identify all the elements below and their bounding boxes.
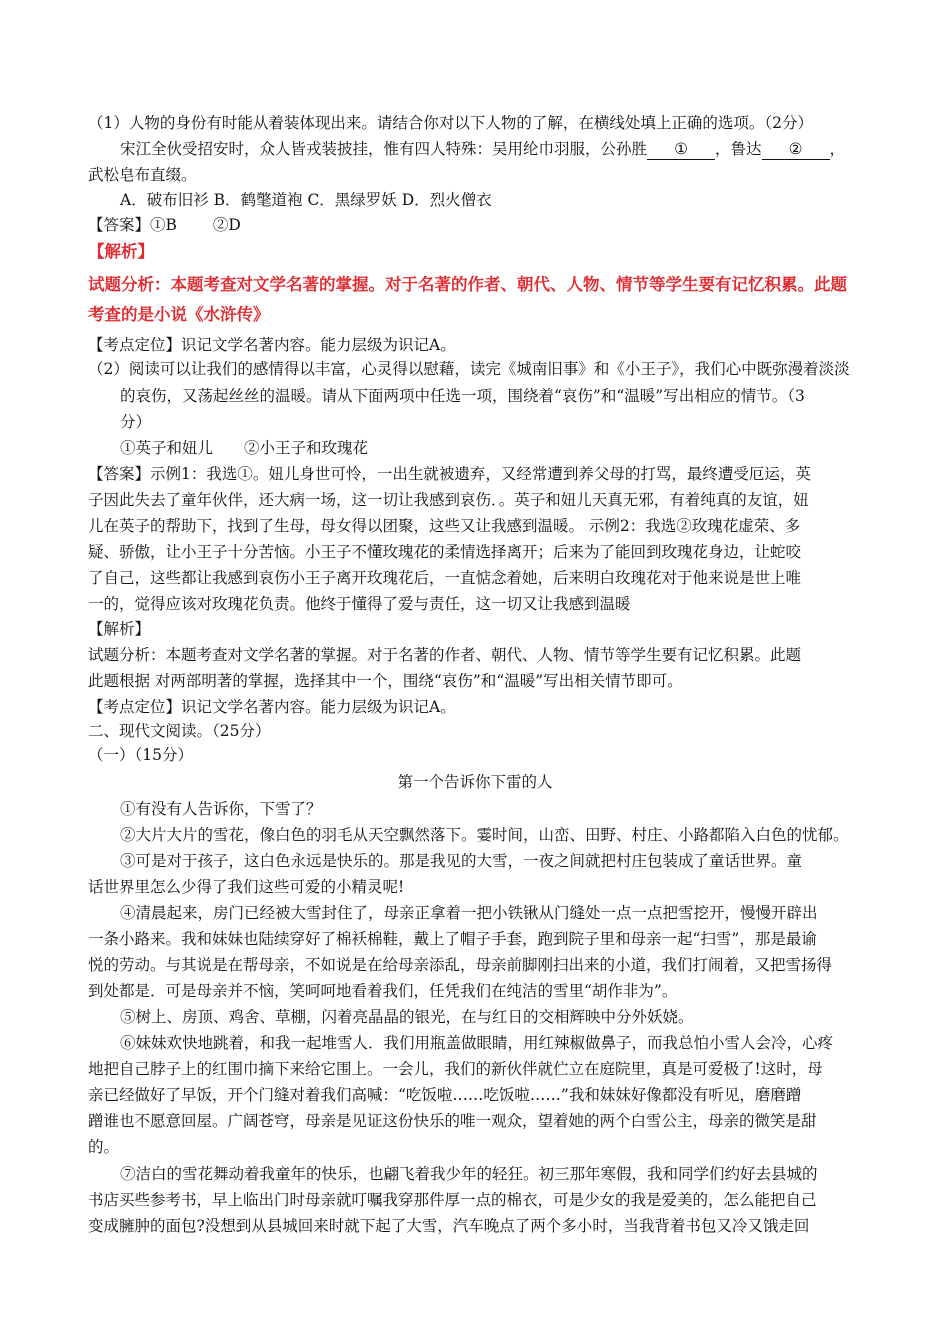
q2-answer-line-2: 子因此失去了童年伙伴，还大病一场，这一切让我感到哀伤．。英子和妞儿天真无邪，有着纯真的友谊，妞 <box>88 491 809 509</box>
paragraph-7-line-1: ⑦洁白的雪花舞动着我童年的快乐，也翩飞着我少年的轻狂。初三那年寒假，我和同学们约好去县城的 <box>120 1165 818 1183</box>
q2-answer-line-3: 儿在英子的帮助下，找到了生母，母女得以团聚，这些又让我感到温暖。 示例2：我选②玫瑰花虚荣、多 <box>88 517 801 535</box>
paragraph-7-line-2: 书店买些参考书，早上临出门时母亲就叮嘱我穿那件厚一点的棉衣，可是少女的我是爱美的，怎么能把自己 <box>88 1191 817 1209</box>
q2-answer-line-4: 疑、骄傲，让小王子十分苦恼。小王子不懂玫瑰花的柔情选择离开；后来为了能回到玫瑰花身边，让蛇咬 <box>88 543 802 561</box>
q1-blank-1: ① <box>647 139 715 160</box>
q1-text-a: 宋江全伙受招安时，众人皆戎装披挂，惟有四人特殊：吴用纶巾羽服，公孙胜 <box>120 140 648 158</box>
paragraph-7-line-3: 变成臃肿的面包?没想到从县城回来时就下起了大雪，汽车晚点了两个多小时，当我背着书包又冷又饿走回 <box>88 1217 810 1235</box>
paragraph-4-line-3: 悦的劳动。与其说是在帮母亲，不如说是在给母亲添乱，母亲前脚刚扫出来的小道，我们打闹着，又把雪扬得 <box>88 956 833 974</box>
q1-analysis-line-2: 考查的是小说《水浒传》 <box>88 305 270 324</box>
q2-question-line-2: 的哀伤，又荡起丝丝的温暖。请从下面两项中任选一项，围绕着“哀伤”和“温暖”写出相应的情节。（3 <box>120 387 805 405</box>
q1-analysis-line-1: 试题分析：本题考查对文学名著的掌握。对于名著的作者、朝代、人物、情节等学生要有记忆积累。此题 <box>88 275 847 294</box>
q2-answer-line-1: 【答案】示例1：我选①。妞儿身世可怜，一出生就被遗弃，又经常遭到养父母的打骂，最终遭受厄运，英 <box>88 465 811 483</box>
paragraph-6-line-1: ⑥妹妹欢快地跳着，和我一起堆雪人．我们用瓶盖做眼睛，用红辣椒做鼻子，而我总怕小雪人会冷，心疼 <box>120 1034 834 1052</box>
q1-answer: 【答案】①B ②D <box>88 216 241 234</box>
q2-answer-line-6: 一的，觉得应该对玫瑰花负责。他终于懂得了爱与责任，这一切又让我感到温暖 <box>88 595 631 613</box>
paragraph-3-line-2: 话世界里怎么少得了我们这些可爱的小精灵呢! <box>88 878 405 896</box>
paragraph-6-line-5: 的。 <box>88 1138 120 1156</box>
q1-point: 【考点定位】识记文学名著内容。能力层级为识记A。 <box>88 336 456 354</box>
paragraph-5: ⑤树上、房顶、鸡舍、草棚，闪着亮晶晶的银光，在与红日的交相辉映中分外妖娆。 <box>120 1008 694 1026</box>
paragraph-2: ②大片大片的雪花，像白色的羽毛从天空飘然落下。霎时间，山峦、田野、村庄、小路都陷入白色的忧郁。 <box>120 826 849 844</box>
article-title: 第一个告诉你下雷的人 <box>397 773 553 791</box>
q1-question-line-3: 武松皂布直缀。 <box>88 166 197 184</box>
q2-point: 【考点定位】识记文学名著内容。能力层级为识记A。 <box>88 698 456 716</box>
q1-analysis-heading: 【解析】 <box>88 242 154 261</box>
paragraph-4-line-4: 到处都是．可是母亲并不恼，笑呵呵地看着我们，任凭我们在纯洁的雪里“胡作非为”。 <box>88 982 678 1000</box>
section-heading: 二、现代文阅读。（25分） <box>88 722 271 740</box>
q2-choices: ①英子和妞儿 ②小王子和玫瑰花 <box>120 439 369 457</box>
q2-answer-line-5: 了自己，这些都让我感到哀伤小王子离开玫瑰花后，一直惦念着她，后来明白玫瑰花对于他来说是世上唯 <box>88 569 802 587</box>
paragraph-3-line-1: ③可是对于孩子，这白色永远是快乐的。那是我见的大雪，一夜之间就把村庄包装成了童话世界。童 <box>120 852 803 870</box>
q2-analysis-line-1: 试题分析：本题考查对文学名著的掌握。对于名著的作者、朝代、人物、情节等学生要有记忆积累。此题 <box>88 646 802 664</box>
q1-text-c: ， <box>829 140 846 158</box>
q1-blank-2: ② <box>762 139 830 160</box>
q1-text-b: ，鲁达 <box>715 140 762 158</box>
q1-options: A．破布旧衫 B．鹤氅道袍 C．黑绿罗妖 D．烈火僧衣 <box>120 191 492 209</box>
paragraph-6-line-3: 亲已经做好了早饭，开个门缝对着我们高喊：“吃饭啦……吃饭啦……”我和妹妹好像都没有听见，磨磨蹭 <box>88 1086 802 1104</box>
paragraph-1: ①有没有人告诉你，下雪了？ <box>120 800 322 818</box>
q2-question-line-3: 分） <box>120 413 152 431</box>
q2-analysis-heading: 【解析】 <box>88 620 151 638</box>
part-heading: （一）（15分） <box>88 746 193 764</box>
paragraph-6-line-2: 地把自己脖子上的红围巾摘下来给它围上。一会儿，我们的新伙伴就伫立在庭院里，真是可爱极了!这时，母 <box>88 1060 823 1078</box>
paragraph-4-line-1: ④清晨起来，房门已经被大雪封住了，母亲正拿着一把小铁锹从门缝处一点一点把雪挖开，慢慢开辟出 <box>120 904 818 922</box>
q2-question-line-1: （2）阅读可以让我们的感情得以丰富，心灵得以慰藉，读完《城南旧事》和《小王子》，我们心中既弥漫着淡淡 <box>88 360 850 378</box>
q2-analysis-line-2: 此题根据 对两部明著的掌握，选择其中一个，围绕“哀伤”和“温暖”写出相关情节即可。 <box>88 672 683 690</box>
q1-question-line-2 <box>120 137 845 161</box>
q1-question-line-1: （1）人物的身份有时能从着装体现出来。请结合你对以下人物的了解，在横线处填上正确的选项。（2分） <box>88 114 813 132</box>
paragraph-6-line-4: 蹭谁也不愿意回屋。广阔苍穹，母亲是见证这份快乐的唯一观众，望着她的两个白雪公主，母亲的微笑是甜 <box>88 1112 817 1130</box>
paragraph-4-line-2: 一条小路来。我和妹妹也陆续穿好了棉袄棉鞋，戴上了帽子手套，跑到院子里和母亲一起“扫雪”，那是最谕 <box>88 930 817 948</box>
